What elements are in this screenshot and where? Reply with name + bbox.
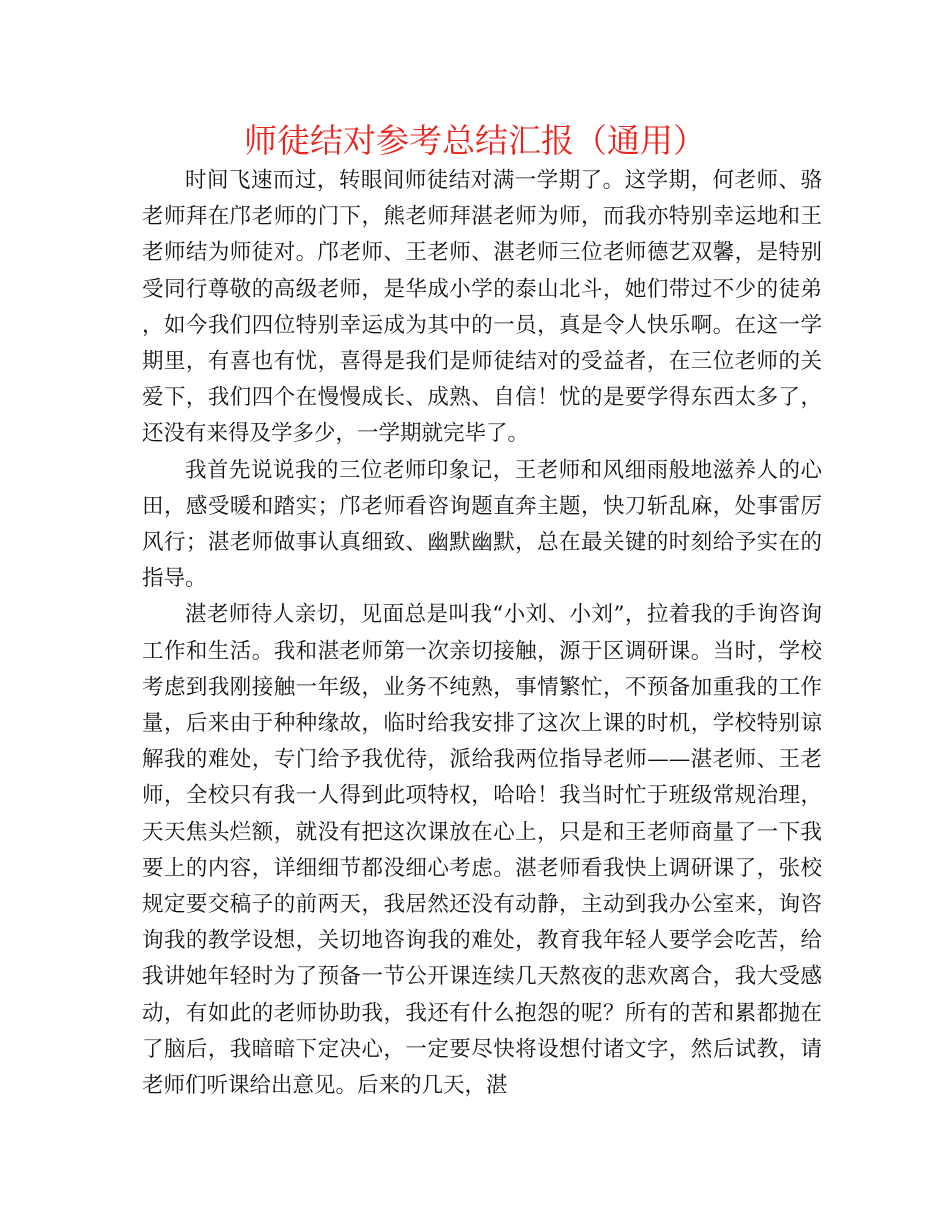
document-title: 师徒结对参考总结汇报（通用） (244, 121, 706, 160)
paragraph-teacher-impressions: 我首先说说我的三位老师印象记，王老师和风细雨般地滋养人的心田，感受暖和踏实；邝老师看咨询题直奔主题，快刀斩乱麻，处事雷厉风行；湛老师做事认真细致、幽默幽默，总在最关键的时刻给予实在的指导。 (142, 457, 822, 592)
paragraph-zhan-teacher: 湛老师待人亲切，见面总是叫我“小刘、小刘”，拉着我的手询咨询工作和生活。我和湛老师第一次亲切接触，源于区调研课。当时，学校考虑到我刚接触一年级，业务不纯熟，事情繁忙，不预备加重我的工作量，后来由于种种缘故，临时给我安排了这次上课的时机，学校特别谅解我的难处，专门给予我优待，派给我两位指导老师——湛老师、王老师，全校只有我一人得到此项特权，哈哈！我当时忙于班级常规治理，天天焦头烂额，就没有把这次课放在心上，只是和王老师商量了一下我要上的内容，详细细节都没细心考虑。湛老师看我快上调研课了，张校规定要交稿子的前两天，我居然还没有动静，主动到我办公室来，询咨询我的教学设想，关切地咨询我的难处，教育我年轻人要学会吃苦，给我讲她年轻时为了预备一节公开课连续几天熬夜的悲欢离合，我大受感动，有如此的老师协助我，我还有什么抱怨的呢？所有的苦和累都抛在了脑后，我暗暗下定决心，一定要尽快将设想付诸文字，然后试教，请老师们听课给出意见。后来的几天，湛 (142, 602, 822, 1099)
paragraph-intro: 时间飞速而过，转眼间师徒结对满一学期了。这学期，何老师、骆老师拜在邝老师的门下，熊老师拜湛老师为师，而我亦特别幸运地和王老师结为师徒对。邝老师、王老师、湛老师三位老师德艺双馨，是特别受同行尊敬的高级老师，是华成小学的泰山北斗，她们带过不少的徒弟，如今我们四位特别幸运成为其中的一员，真是令人快乐啊。在这一学期里，有喜也有忧，喜得是我们是师徒结对的受益者，在三位老师的关爱下，我们四个在慢慢成长、成熟、自信！忧的是要学得东西太多了，还没有来得及学多少，一学期就完毕了。 (142, 168, 822, 447)
document-body (142, 163, 822, 1104)
